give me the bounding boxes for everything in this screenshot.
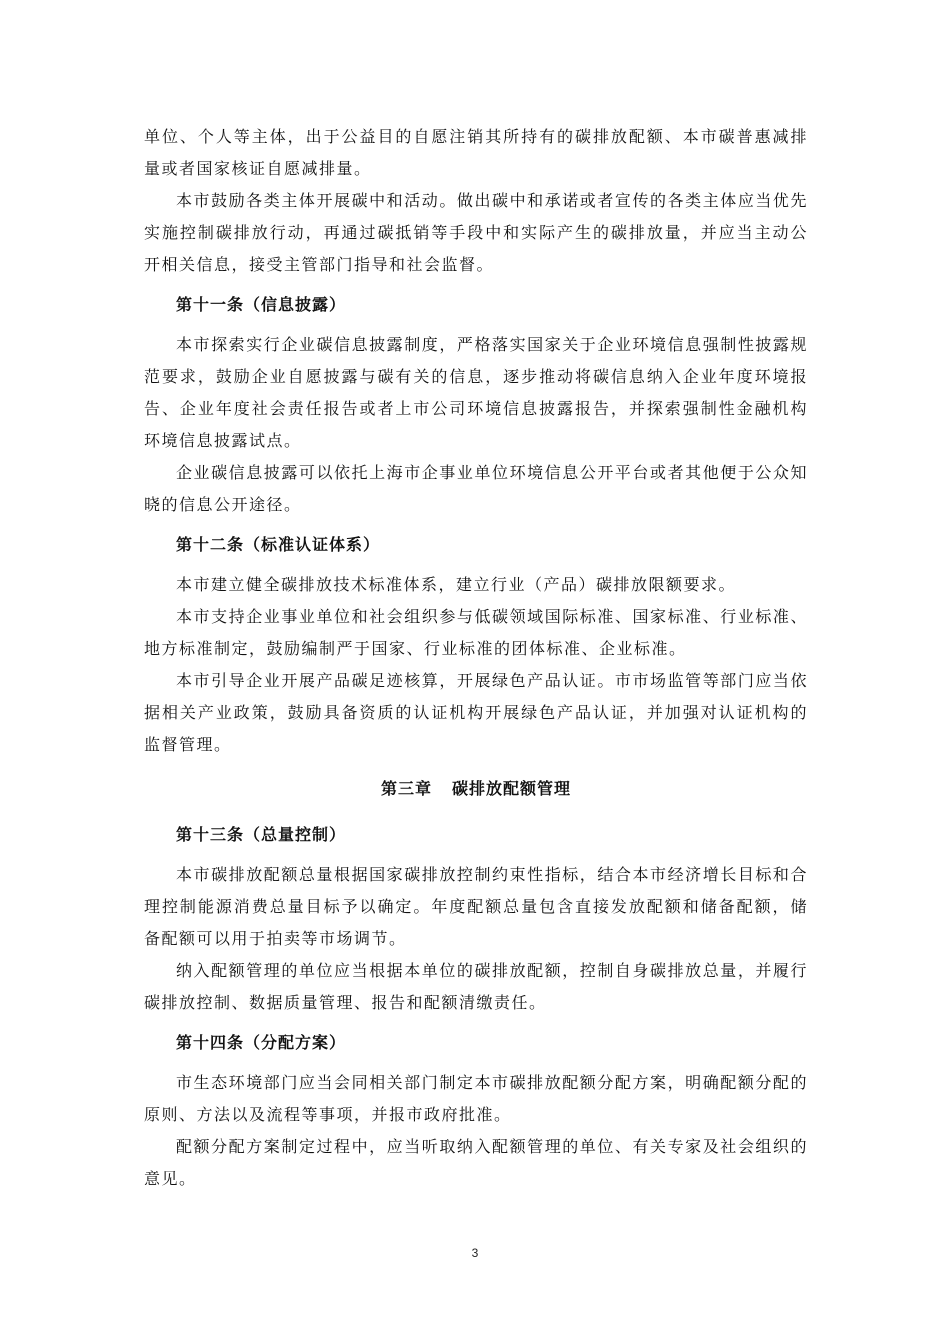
body-paragraph: 本市探索实行企业碳信息披露制度，严格落实国家关于企业环境信息强制性披露规范要求，鼓励企业自愿披露与碳有关的信息，逐步推动将碳信息纳入企业年度环境报告、企业年度社会责任报告或者上市公司环境信息披露报告，并探索强制性金融机构环境信息披露试点。 xyxy=(144,335,808,450)
article-heading: 第十三条（总量控制） xyxy=(176,825,347,844)
chapter-number: 第三章 xyxy=(380,779,432,798)
article-heading: 第十四条（分配方案） xyxy=(176,1033,347,1052)
body-paragraph: 市生态环境部门应当会同相关部门制定本市碳排放配额分配方案，明确配额分配的原则、方法以及流程等事项，并报市政府批准。 xyxy=(144,1073,808,1124)
body-paragraph: 配额分配方案制定过程中，应当听取纳入配额管理的单位、有关专家及社会组织的意见。 xyxy=(144,1137,808,1188)
article-heading: 第十一条（信息披露） xyxy=(176,295,347,314)
body-paragraph: 纳入配额管理的单位应当根据本单位的碳排放配额，控制自身碳排放总量，并履行碳排放控制、数据质量管理、报告和配额清缴责任。 xyxy=(144,961,808,1012)
body-paragraph: 本市引导企业开展产品碳足迹核算，开展绿色产品认证。市市场监管等部门应当依据相关产业政策，鼓励具备资质的认证机构开展绿色产品认证，并加强对认证机构的监督管理。 xyxy=(144,671,808,754)
body-paragraph: 单位、个人等主体，出于公益目的自愿注销其所持有的碳排放配额、本市碳普惠减排量或者国家核证自愿减排量。 xyxy=(144,127,808,178)
page-number: 3 xyxy=(471,1246,479,1260)
body-paragraph: 本市支持企业事业单位和社会组织参与低碳领域国际标准、国家标准、行业标准、地方标准制定，鼓励编制严于国家、行业标准的团体标准、企业标准。 xyxy=(144,607,808,658)
document-body xyxy=(144,121,808,1195)
body-paragraph: 本市鼓励各类主体开展碳中和活动。做出碳中和承诺或者宣传的各类主体应当优先实施控制碳排放行动，再通过碳抵销等手段中和实际产生的碳排放量，并应当主动公开相关信息，接受主管部门指导和社会监督。 xyxy=(144,191,808,274)
body-paragraph: 本市建立健全碳排放技术标准体系，建立行业（产品）碳排放限额要求。 xyxy=(176,575,737,594)
chapter-heading xyxy=(144,773,808,805)
body-paragraph: 企业碳信息披露可以依托上海市企事业单位环境信息公开平台或者其他便于公众知晓的信息公开途径。 xyxy=(144,463,808,514)
article-heading: 第十二条（标准认证体系） xyxy=(176,535,381,554)
chapter-title: 碳排放配额管理 xyxy=(452,779,572,798)
body-paragraph: 本市碳排放配额总量根据国家碳排放控制约束性指标，结合本市经济增长目标和合理控制能源消费总量目标予以确定。年度配额总量包含直接发放配额和储备配额，储备配额可以用于拍卖等市场调节。 xyxy=(144,865,808,948)
